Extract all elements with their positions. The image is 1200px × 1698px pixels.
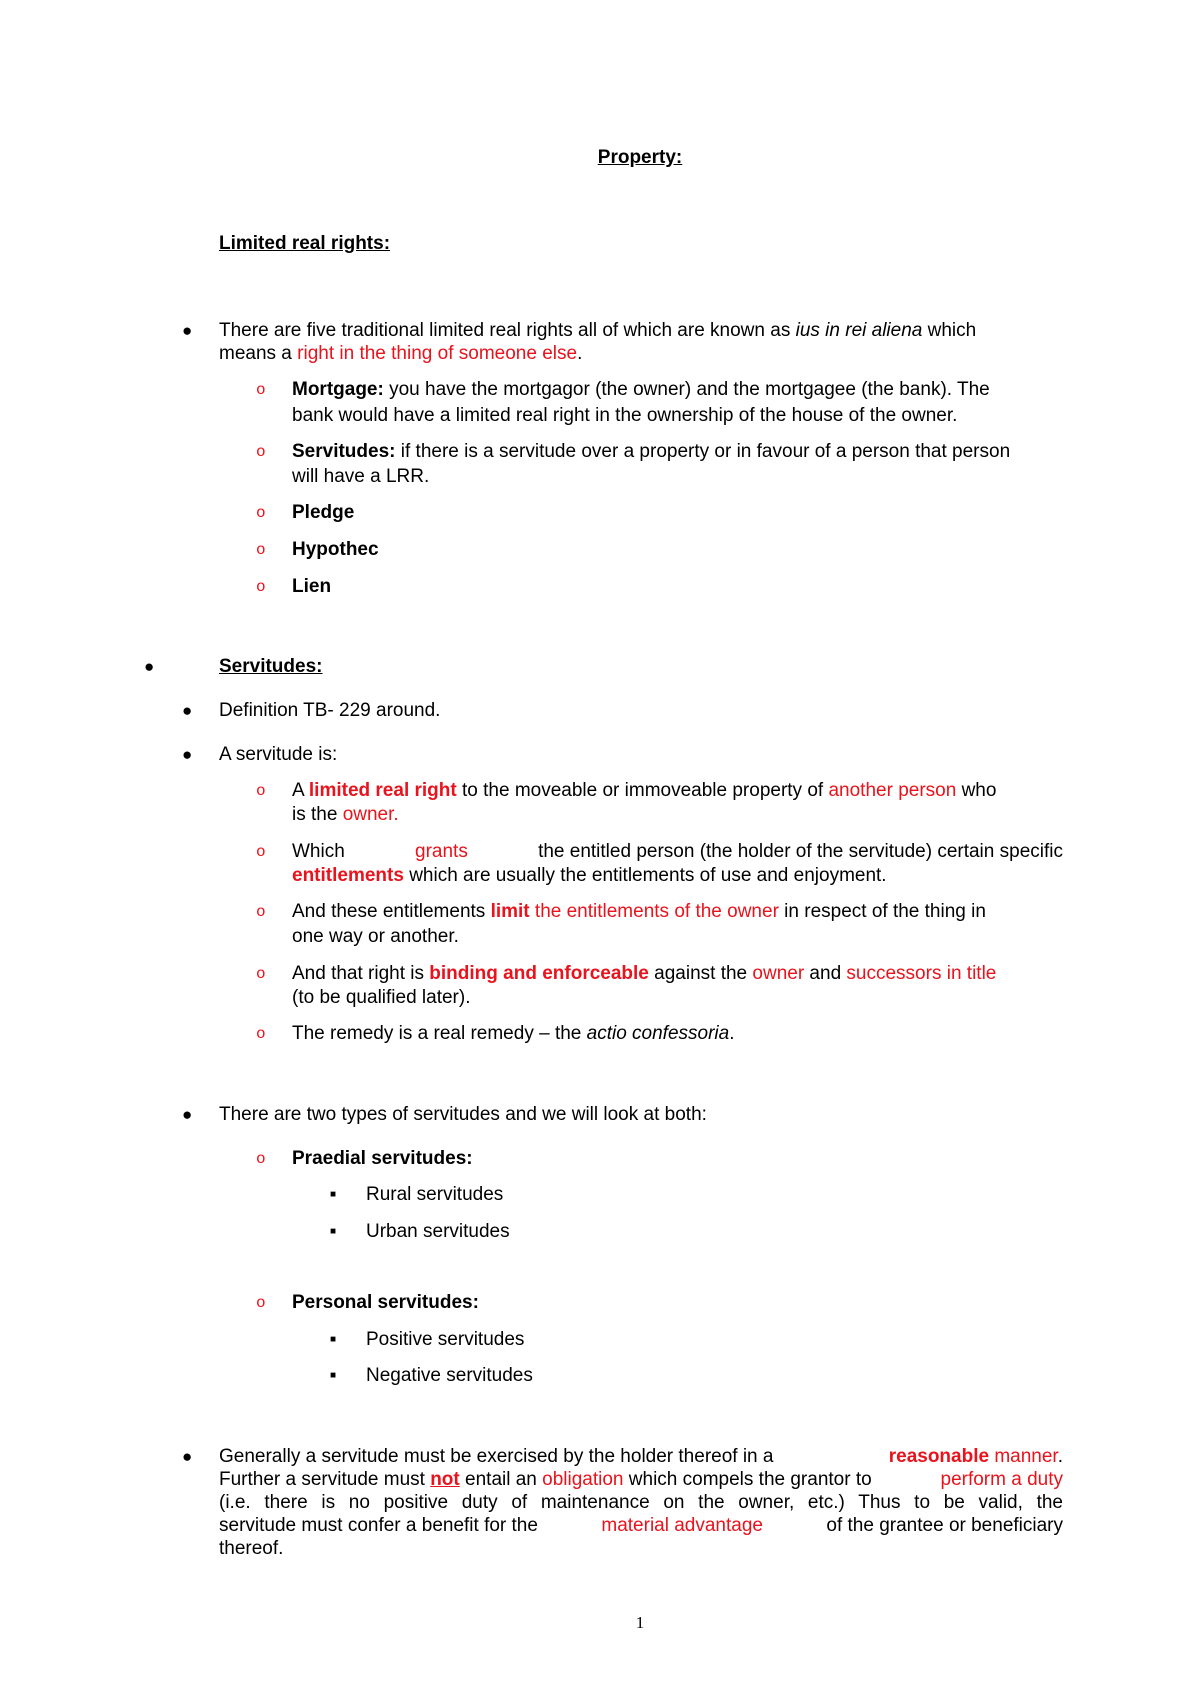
bullet-icon: ● bbox=[182, 745, 193, 764]
general-line-3: (i.e. there is no positive duty of maintenance on the owner, etc.) Thus to be valid, the bbox=[219, 1492, 1063, 1513]
praedial-heading: Praedial servitudes: bbox=[292, 1148, 473, 1169]
servitude-is-line: A servitude is: bbox=[219, 744, 338, 765]
section-heading-limited-real-rights: Limited real rights: bbox=[219, 233, 391, 254]
bullet-icon: ● bbox=[144, 657, 155, 676]
square-bullet-icon: ■ bbox=[330, 1226, 337, 1237]
bullet-icon: ● bbox=[182, 321, 193, 340]
bullet-icon: ● bbox=[182, 1105, 193, 1124]
general-line-1: Generally a servitude must be exercised by the holder thereof in a reasonable manner. bbox=[219, 1446, 1063, 1467]
circle-bullet-icon: o bbox=[256, 541, 266, 559]
circle-bullet-icon: o bbox=[256, 903, 266, 921]
circle-bullet-icon: o bbox=[256, 504, 266, 522]
servitude-point-5-line: The remedy is a real remedy – the actio confessoria. bbox=[292, 1023, 735, 1044]
circle-bullet-icon: o bbox=[256, 1150, 266, 1168]
servitude-point-4-line-2: (to be qualified later). bbox=[292, 987, 471, 1008]
page-title: Property: bbox=[597, 147, 683, 168]
lrr-mortgage-line-1: Mortgage: you have the mortgagor (the owner) and the mortgagee (the bank). The bbox=[292, 379, 990, 400]
definition-line: Definition TB- 229 around. bbox=[219, 700, 441, 721]
personal-heading: Personal servitudes: bbox=[292, 1292, 479, 1313]
intro-line-1: There are five traditional limited real rights all of which are known as ius in rei aliena which bbox=[219, 320, 977, 341]
circle-bullet-icon: o bbox=[256, 782, 266, 800]
lrr-hypothec: Hypothec bbox=[292, 539, 379, 560]
circle-bullet-icon: o bbox=[256, 443, 266, 461]
square-bullet-icon: ■ bbox=[330, 1189, 337, 1200]
bullet-icon: ● bbox=[182, 1447, 193, 1466]
intro-line-2: means a right in the thing of someone else. bbox=[219, 343, 583, 364]
servitude-point-2-line-2: entitlements which are usually the entitlements of use and enjoyment. bbox=[292, 865, 887, 886]
square-bullet-icon: ■ bbox=[330, 1370, 337, 1381]
lrr-lien: Lien bbox=[292, 576, 332, 597]
servitude-point-3-line-2: one way or another. bbox=[292, 926, 459, 947]
page-number: 1 bbox=[635, 1613, 645, 1632]
general-line-4: servitude must confer a benefit for the material advantage of the grantee or beneficiary bbox=[219, 1515, 1063, 1536]
servitude-point-2-line-1: Which grants the entitled person (the holder of the servitude) certain specific bbox=[292, 841, 1063, 862]
urban-servitudes: Urban servitudes bbox=[366, 1221, 510, 1242]
square-bullet-icon: ■ bbox=[330, 1334, 337, 1345]
circle-bullet-icon: o bbox=[256, 843, 266, 861]
negative-servitudes: Negative servitudes bbox=[366, 1365, 533, 1386]
servitude-point-1-line-2: is the owner. bbox=[292, 804, 399, 825]
lrr-servitudes-line-2: will have a LRR. bbox=[292, 466, 430, 487]
general-line-2: Further a servitude must not entail an obligation which compels the grantor to perform a duty bbox=[219, 1469, 1063, 1490]
rural-servitudes: Rural servitudes bbox=[366, 1184, 504, 1205]
lrr-pledge: Pledge bbox=[292, 502, 355, 523]
circle-bullet-icon: o bbox=[256, 965, 266, 983]
section-heading-servitudes: Servitudes: bbox=[219, 656, 323, 677]
types-intro-line: There are two types of servitudes and we will look at both: bbox=[219, 1104, 707, 1125]
circle-bullet-icon: o bbox=[256, 381, 266, 399]
lrr-servitudes-line-1: Servitudes: if there is a servitude over a property or in favour of a person that person bbox=[292, 441, 1011, 462]
circle-bullet-icon: o bbox=[256, 1025, 266, 1043]
general-line-5: thereof. bbox=[219, 1538, 284, 1559]
lrr-mortgage-line-2: bank would have a limited real right in the ownership of the house of the owner. bbox=[292, 405, 958, 426]
positive-servitudes: Positive servitudes bbox=[366, 1329, 525, 1350]
bullet-icon: ● bbox=[182, 701, 193, 720]
circle-bullet-icon: o bbox=[256, 578, 266, 596]
servitude-point-3-line-1: And these entitlements limit the entitlements of the owner in respect of the thing in bbox=[292, 901, 986, 922]
circle-bullet-icon: o bbox=[256, 1294, 266, 1312]
servitude-point-4-line-1: And that right is binding and enforceable against the owner and successors in title bbox=[292, 963, 997, 984]
servitude-point-1-line-1: A limited real right to the moveable or immoveable property of another person who bbox=[292, 780, 997, 801]
